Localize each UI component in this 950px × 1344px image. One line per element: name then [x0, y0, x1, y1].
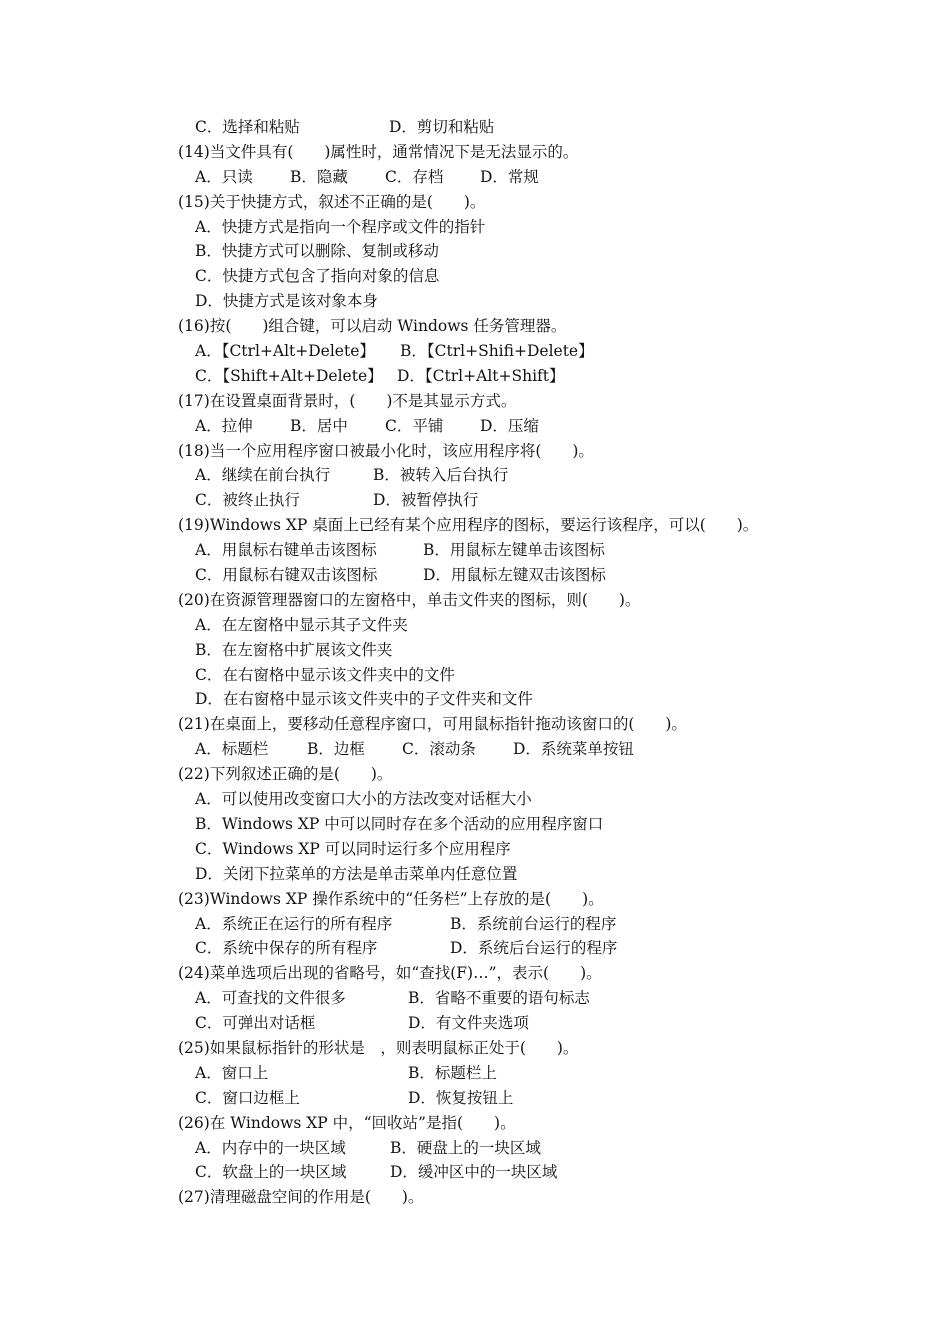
- answer-option: C．存档: [385, 167, 444, 186]
- answer-option: C．可弹出对话框: [195, 1014, 316, 1033]
- answer-option: D．被暂停执行: [373, 491, 479, 510]
- answer-option: C．在右窗格中显示该文件夹中的文件: [195, 665, 455, 684]
- answer-options-row: [0, 414, 950, 439]
- answer-option: D．在右窗格中显示该文件夹中的子文件夹和文件: [195, 690, 533, 709]
- answer-option: C．滚动条: [402, 740, 476, 759]
- answer-options-row: [0, 663, 950, 688]
- answer-options-row: [0, 787, 950, 812]
- answer-option: B．用鼠标左键单击该图标: [423, 541, 605, 560]
- answer-option: D．剪切和粘贴: [389, 118, 495, 136]
- question-stem: (18)当一个应用程序窗口被最小化时，该应用程序将( )。: [178, 441, 594, 460]
- answer-options-row: [0, 339, 950, 364]
- answer-options-row: [0, 463, 950, 488]
- answer-option: B．边框: [307, 740, 365, 759]
- answer-options-row: [0, 837, 950, 862]
- answer-options-row: [0, 1136, 950, 1161]
- answer-option: C．平铺: [385, 416, 444, 435]
- answer-option: D．常规: [480, 167, 539, 186]
- answer-option: A．只读: [195, 167, 253, 186]
- question-stem: (15)关于快捷方式，叙述不正确的是( )。: [178, 192, 486, 211]
- answer-options-row: [0, 1086, 950, 1111]
- answer-option: D．【Ctrl+Alt+Shift】: [397, 366, 565, 385]
- question-stem: (27)清理磁盘空间的作用是( )。: [178, 1188, 424, 1207]
- answer-option: D．快捷方式是该对象本身: [195, 292, 378, 311]
- answer-options-row: [0, 613, 950, 638]
- answer-options-row: [0, 563, 950, 588]
- answer-options-row: [0, 737, 950, 762]
- question-stem: (19)Windows XP 桌面上已经有某个应用程序的图标，要运行该程序，可以( )。: [178, 516, 759, 535]
- answer-option: A．快捷方式是指向一个程序或文件的指针: [195, 217, 486, 236]
- answer-options-row: [0, 264, 950, 289]
- answer-option: C．系统中保存的所有程序: [195, 939, 378, 958]
- answer-option: B．硬盘上的一块区域: [390, 1138, 541, 1157]
- answer-options-row: [0, 215, 950, 240]
- answer-option: A．标题栏: [195, 740, 269, 759]
- answer-option: A．【Ctrl+Alt+Delete】: [195, 342, 375, 361]
- answer-options-row: [0, 1061, 950, 1086]
- answer-options-row: [0, 165, 950, 190]
- answer-option: C．选择和粘贴: [195, 118, 300, 136]
- question-stem: (14)当文件具有( )属性时，通常情况下是无法显示的。: [178, 142, 579, 161]
- answer-options-row: [0, 638, 950, 663]
- answer-option: C．快捷方式包含了指向对象的信息: [195, 267, 440, 286]
- answer-option: D．系统菜单按钮: [513, 740, 634, 759]
- answer-option: D．恢复按钮上: [408, 1088, 514, 1107]
- answer-option: B．居中: [290, 416, 348, 435]
- answer-option: C．【Shift+Alt+Delete】: [195, 366, 383, 385]
- answer-option: B．【Ctrl+Shifi+Delete】: [400, 342, 594, 361]
- answer-option: A．窗口上: [195, 1063, 269, 1082]
- answer-option: D．缓冲区中的一块区域: [390, 1163, 558, 1182]
- answer-options-row: [0, 862, 950, 887]
- answer-options-row: [0, 289, 950, 314]
- answer-options-row: [0, 812, 950, 837]
- answer-option: D．用鼠标左键双击该图标: [423, 566, 606, 585]
- question-stem: (21)在桌面上，要移动任意程序窗口，可用鼠标指针拖动该窗口的( )。: [178, 715, 687, 734]
- document-page: [0, 115, 950, 1210]
- answer-option: C．窗口边框上: [195, 1088, 300, 1107]
- answer-option: A．可查找的文件很多: [195, 989, 346, 1008]
- answer-option: B．Windows XP 中可以同时存在多个活动的应用程序窗口: [195, 814, 604, 833]
- question-stem: (22)下列叙述正确的是( )。: [178, 765, 393, 784]
- answer-option: B．隐藏: [290, 167, 348, 186]
- answer-option: B．标题栏上: [408, 1063, 497, 1082]
- answer-options-row: [0, 488, 950, 513]
- answer-option: B．在左窗格中扩展该文件夹: [195, 640, 393, 659]
- answer-option: D．有文件夹选项: [408, 1014, 529, 1033]
- answer-option: B．系统前台运行的程序: [450, 914, 617, 933]
- answer-options-row: [0, 364, 950, 389]
- answer-options-row: [0, 912, 950, 937]
- answer-options-row: [0, 1011, 950, 1036]
- answer-option: C．用鼠标右键双击该图标: [195, 566, 378, 585]
- answer-option: A．内存中的一块区域: [195, 1138, 346, 1157]
- question-stem: (16)按( )组合键，可以启动 Windows 任务管理器。: [178, 317, 567, 336]
- answer-options-row: [0, 538, 950, 563]
- answer-option: D．关闭下拉菜单的方法是单击菜单内任意位置: [195, 864, 518, 883]
- answer-option: C．被终止执行: [195, 491, 300, 510]
- answer-option: B．快捷方式可以删除、复制或移动: [195, 242, 439, 261]
- answer-options-row: [0, 936, 950, 961]
- answer-option: D．系统后台运行的程序: [450, 939, 618, 958]
- question-stem: (24)菜单选项后出现的省略号，如“查找(F)…”，表示( )。: [178, 964, 602, 983]
- question-stem: (17)在设置桌面背景时，( )不是其显示方式。: [178, 391, 517, 410]
- question-stem: (23)Windows XP 操作系统中的“任务栏”上存放的是( )。: [178, 889, 604, 908]
- answer-options-row: [0, 1160, 950, 1185]
- answer-option: D．压缩: [480, 416, 539, 435]
- answer-option: A．在左窗格中显示其子文件夹: [195, 615, 408, 634]
- question-stem: (26)在 Windows XP 中，“回收站”是指( )。: [178, 1113, 516, 1132]
- answer-options-row: [0, 115, 950, 140]
- answer-option: A．可以使用改变窗口大小的方法改变对话框大小: [195, 790, 532, 809]
- question-stem: (20)在资源管理器窗口的左窗格中，单击文件夹的图标，则( )。: [178, 590, 641, 609]
- answer-option: B．被转入后台执行: [373, 466, 509, 485]
- answer-option: A．用鼠标右键单击该图标: [195, 541, 377, 560]
- question-stem: (25)如果鼠标指针的形状是 ，则表明鼠标正处于( )。: [178, 1038, 579, 1057]
- answer-option: B．省略不重要的语句标志: [408, 989, 590, 1008]
- answer-option: C．软盘上的一块区域: [195, 1163, 347, 1182]
- answer-options-row: [0, 687, 950, 712]
- answer-option: A．系统正在运行的所有程序: [195, 914, 393, 933]
- answer-option: C．Windows XP 可以同时运行多个应用程序: [195, 839, 511, 858]
- answer-option: A．继续在前台执行: [195, 466, 331, 485]
- answer-option: A．拉伸: [195, 416, 253, 435]
- answer-options-row: [0, 986, 950, 1011]
- answer-options-row: [0, 239, 950, 264]
